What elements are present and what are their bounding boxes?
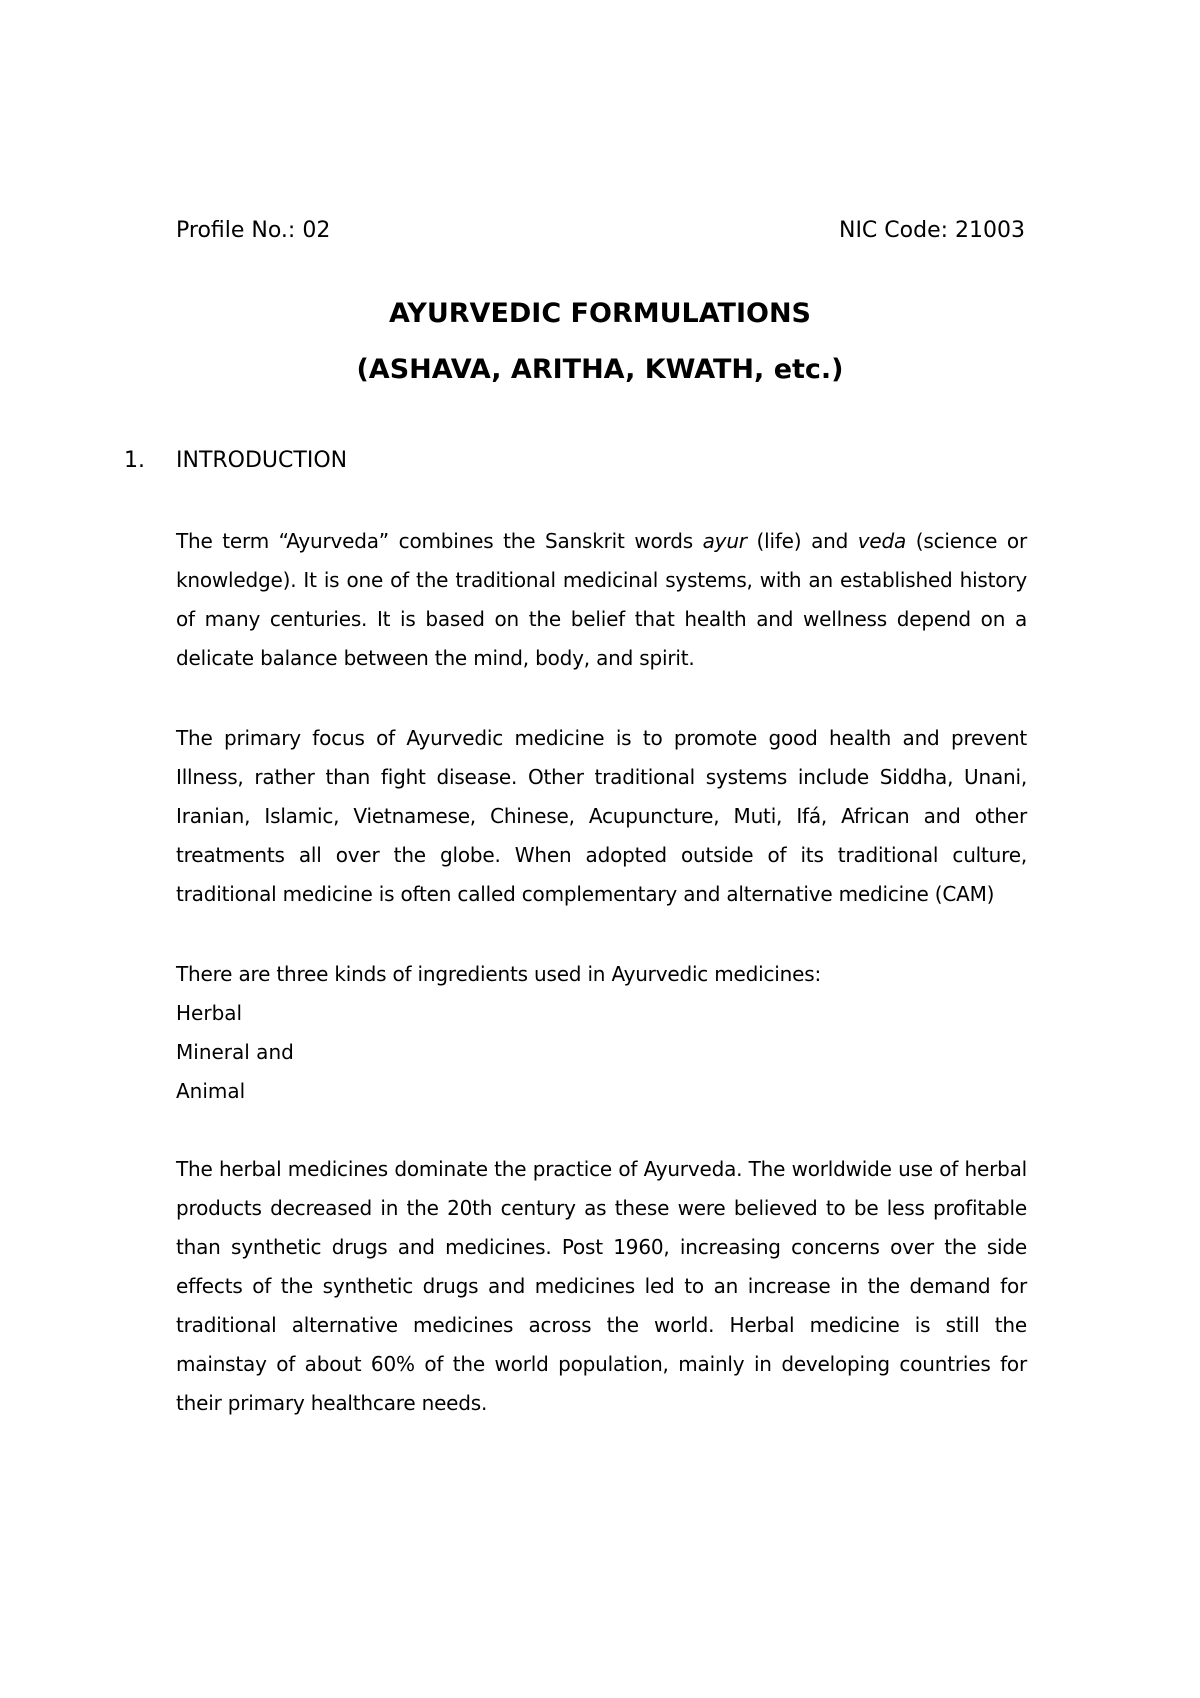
- paragraph-text: (science or knowledge). It is one of the traditional medicinal systems, with an established history of many centuries. It is based on the belief that health and wellness depend on a delicate balance between the mind, body, and spirit.: [176, 529, 1027, 670]
- list-item: Mineral and: [176, 1040, 294, 1064]
- term-veda: veda: [857, 529, 907, 553]
- paragraph-text: (life) and: [746, 529, 858, 553]
- section-number: 1.: [124, 448, 145, 473]
- section-title: INTRODUCTION: [176, 448, 348, 473]
- nic-code: NIC Code: 21003: [838, 218, 1025, 243]
- paragraph-ayurveda-definition: [176, 522, 1027, 678]
- profile-header: [176, 213, 1025, 249]
- paragraph-herbal-medicines: The herbal medicines dominate the practice of Ayurveda. The worldwide use of herbal products decreased in the 20th century as these were believed to be less profitable than synthetic drugs and medicines. Post 1960, increasing concerns over the side effects of the synthetic drugs and medicines led to an increase in the demand for traditional alternative medicines across the world. Herbal medicine is still the mainstay of about 60% of the world population, mainly in developing countries for their primary healthcare needs.: [176, 1157, 1027, 1415]
- document-title: AYURVEDIC FORMULATIONS: [388, 298, 812, 329]
- profile-number: Profile No.: 02: [176, 218, 331, 243]
- list-item: Animal: [176, 1079, 246, 1103]
- term-ayur: ayur: [702, 529, 747, 553]
- paragraph-ingredients-intro: There are three kinds of ingredients used in Ayurvedic medicines:: [176, 962, 821, 986]
- list-item: Herbal: [176, 1001, 243, 1025]
- section-heading-introduction: [124, 443, 347, 479]
- paragraph-primary-focus: The primary focus of Ayurvedic medicine is to promote good health and prevent Illness, rather than fight disease. Other traditional systems include Siddha, Unani, Iranian, Islamic, Vietnamese, Chinese, Acupuncture, Muti, Ifá, African and other treatments all over the globe. When adopted outside of its traditional culture, traditional medicine is often called complementary and alternative medicine (CAM): [176, 726, 1027, 906]
- document-subtitle: (ASHAVA, ARITHA, KWATH, etc.): [356, 354, 844, 385]
- ingredients-list: [176, 994, 294, 1111]
- paragraph-text: The term “Ayurveda” combines the Sanskrit words: [176, 529, 703, 553]
